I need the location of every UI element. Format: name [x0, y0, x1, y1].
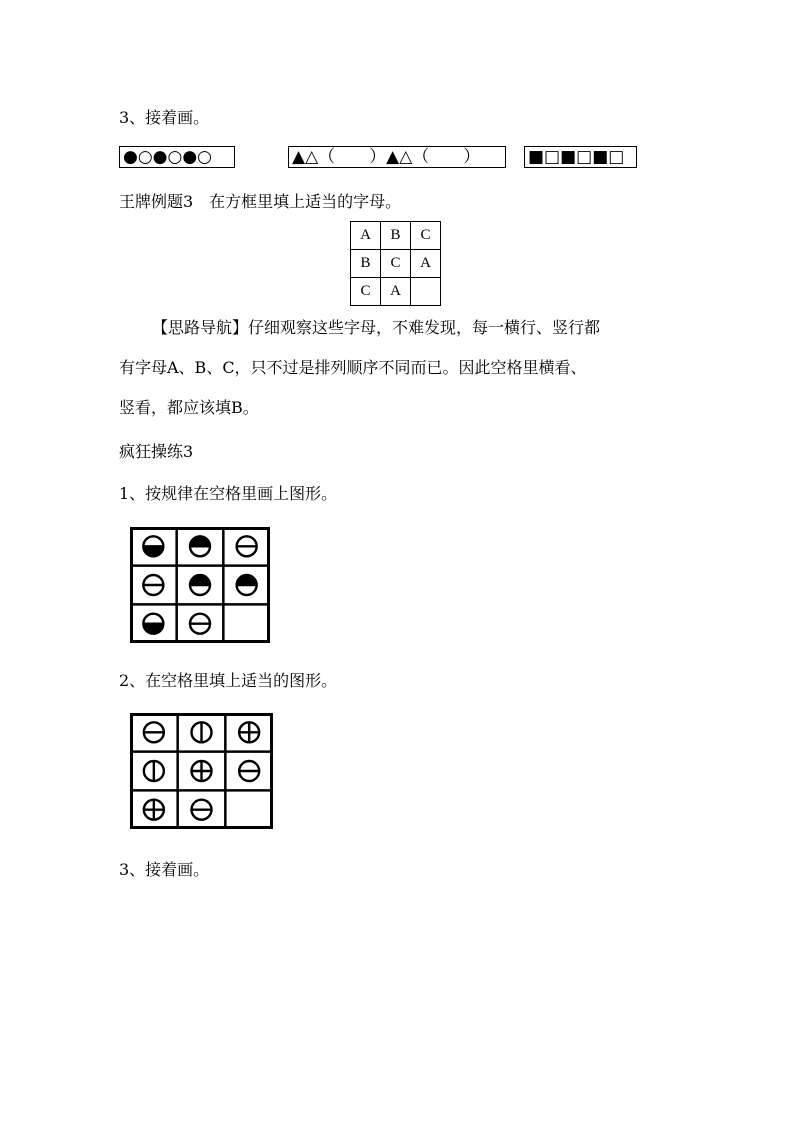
- minus-circle-icon: [237, 536, 257, 556]
- letter-cell: A: [381, 278, 411, 306]
- vertical-circle-icon: [144, 761, 164, 781]
- practice-question-1: 1、按规律在空格里画上图形。: [119, 484, 338, 503]
- letter-cell: A: [411, 250, 441, 278]
- vertical-circle-icon: [192, 722, 212, 742]
- hint-line-2: 有字母A、B、C，只不过是排列顺序不同而已。因此空格里横看、: [119, 358, 587, 377]
- section-heading: 3、接着画。: [119, 108, 210, 127]
- practice-title: 疯狂操练3: [119, 442, 194, 461]
- letter-cell: C: [381, 250, 411, 278]
- sequence-triangles: ▲△（ ）▲△（ ）: [288, 146, 506, 168]
- symbol-grid-1: [130, 527, 272, 645]
- practice-question-2: 2、在空格里填上适当的图形。: [119, 671, 338, 690]
- half-top-circle-icon: [190, 575, 210, 595]
- minus-circle-icon: [190, 614, 210, 634]
- symbol-grid-2: [130, 713, 275, 831]
- half-bottom-circle-icon: [143, 614, 163, 634]
- letter-cell: C: [351, 278, 381, 306]
- minus-circle-icon: [192, 800, 212, 820]
- minus-circle-icon: [239, 761, 259, 781]
- letter-cell: A: [351, 222, 381, 250]
- minus-circle-icon: [144, 722, 164, 742]
- letter-cell: B: [351, 250, 381, 278]
- half-bottom-circle-icon: [143, 536, 163, 556]
- hint-line-1: 【思路导航】仔细观察这些字母，不难发现，每一横行、竖行都: [152, 318, 601, 337]
- letter-cell: B: [381, 222, 411, 250]
- hint-line-3: 竖看，都应该填B。: [119, 398, 259, 417]
- half-top-circle-icon: [190, 536, 210, 556]
- minus-circle-icon: [143, 575, 163, 595]
- sequence-circles: ●○●○●○: [119, 146, 235, 168]
- letter-cell-empty: [411, 278, 441, 306]
- letter-cell: C: [411, 222, 441, 250]
- plus-circle-icon: [192, 761, 212, 781]
- example-title: 王牌例题3 在方框里填上适当的字母。: [119, 192, 402, 211]
- letter-grid: [350, 221, 441, 306]
- plus-circle-icon: [144, 800, 164, 820]
- plus-circle-icon: [239, 722, 259, 742]
- practice-question-3: 3、接着画。: [119, 860, 210, 879]
- half-top-circle-icon: [237, 575, 257, 595]
- sequence-squares: ■□■□■□: [524, 146, 637, 168]
